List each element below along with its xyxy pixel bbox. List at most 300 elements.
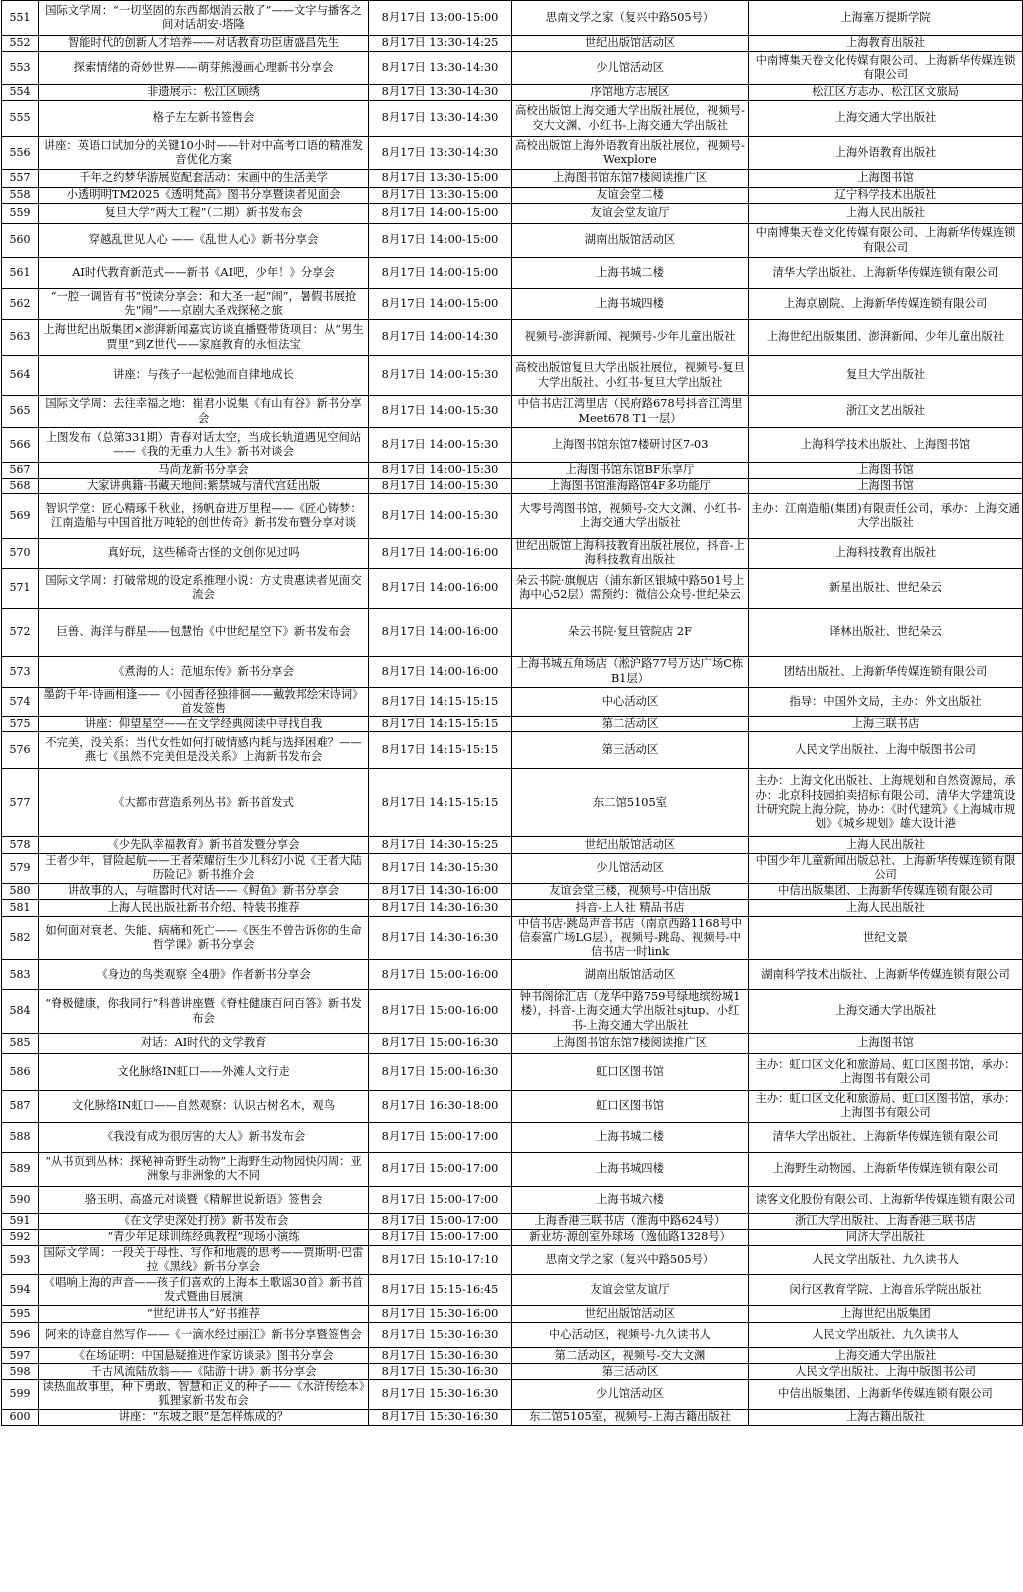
event-organizer: 浙江大学出版社、上海香港三联书店 xyxy=(749,1213,1023,1229)
event-title: 探索情绪的奇妙世界——萌芽熊漫画心理新书分享会 xyxy=(39,52,369,85)
event-venue: 抖音-上人社 精品书店 xyxy=(512,899,749,916)
row-number: 594 xyxy=(2,1275,39,1306)
event-title: 如何面对衰老、失能、病痛和死亡——《医生不曾告诉你的生命哲学课》新书分享会 xyxy=(39,916,369,960)
event-time: 8月17日 16:30-18:00 xyxy=(369,1090,512,1122)
event-organizer: 上海外语教育出版社 xyxy=(749,137,1023,170)
event-organizer: 上海交通大学出版社 xyxy=(749,1348,1023,1364)
table-row xyxy=(2,1090,1023,1122)
table-row xyxy=(2,479,1023,494)
event-organizer: 主办：上海文化出版社、上海规划和自然资源局，承办：北京科技园拍卖招标有限公司、清华大学建筑设计研究院上海分院，协办：《时代建筑》《上海城市规划》《城乡规划》雄大设计港 xyxy=(749,769,1023,837)
event-title: “脊极健康，你我同行”科普讲座暨《脊柱健康百问百答》新书发布会 xyxy=(39,990,369,1034)
table-row xyxy=(2,137,1023,170)
event-time: 8月17日 14:15-15:15 xyxy=(369,769,512,837)
event-venue: 第二活动区，视频号-交大文渊 xyxy=(512,1348,749,1364)
event-title: 复旦大学“两大工程”（二期）新书发布会 xyxy=(39,204,369,224)
row-number: 586 xyxy=(2,1053,39,1090)
event-title: 上图发布（总第331期）青春对话太空，当成长轨道遇见空间站——《我的无重力人生》新书对谈会 xyxy=(39,428,369,463)
event-time: 8月17日 15:30-16:30 xyxy=(369,1409,512,1425)
event-title: “一腔一调皆有书”悦读分享会：和大圣一起“闹”，暑假书展抢先“闹”——京剧大圣戏探秘之旅 xyxy=(39,289,369,320)
event-venue: 思南文学之家（复兴中路505号） xyxy=(512,1,749,36)
event-title: 格子左左新书签售会 xyxy=(39,101,369,137)
event-organizer: 上海野生动物园、上海新华传媒连锁有限公司 xyxy=(749,1152,1023,1186)
event-time: 8月17日 15:30-16:30 xyxy=(369,1380,512,1409)
row-number: 574 xyxy=(2,687,39,716)
table-row xyxy=(2,990,1023,1034)
event-time: 8月17日 15:00-17:00 xyxy=(369,1152,512,1186)
table-row xyxy=(2,1229,1023,1245)
event-time: 8月17日 15:15-16:45 xyxy=(369,1275,512,1306)
event-organizer: 人民文学出版社、九久读书人 xyxy=(749,1323,1023,1348)
event-venue: 世纪出版馆活动区 xyxy=(512,36,749,52)
event-venue: 上海书城六楼 xyxy=(512,1186,749,1213)
event-venue: 友谊会堂二楼 xyxy=(512,188,749,204)
event-venue: 上海图书馆东馆7楼研讨区7-03 xyxy=(512,428,749,463)
table-row xyxy=(2,258,1023,289)
event-time: 8月17日 15:30-16:30 xyxy=(369,1348,512,1364)
table-row xyxy=(2,837,1023,854)
event-time: 8月17日 14:15-15:15 xyxy=(369,732,512,769)
row-number: 576 xyxy=(2,732,39,769)
event-schedule-table xyxy=(1,0,1023,1426)
event-organizer: 松江区方志办、松江区文旅局 xyxy=(749,85,1023,101)
row-number: 596 xyxy=(2,1323,39,1348)
event-title: 国际文学周：一段关于母性、写作和地震的思考——贾斯明·巴雷拉《黑线》新书分享会 xyxy=(39,1245,369,1274)
event-title: 讲座：英语口试加分的关键10小时——针对中高考口语的精准发音优化方案 xyxy=(39,137,369,170)
row-number: 598 xyxy=(2,1364,39,1380)
event-venue: 上海书城四楼 xyxy=(512,1152,749,1186)
event-organizer: 译林出版社、世纪朵云 xyxy=(749,608,1023,656)
event-title: 小透明明TM2025《透明梵高》图书分享暨读者见面会 xyxy=(39,188,369,204)
event-title: 阿来的诗意自然写作——《一滴水经过丽江》新书分享暨签售会 xyxy=(39,1323,369,1348)
event-organizer: 复旦大学出版社 xyxy=(749,356,1023,396)
event-venue: 上海图书馆淮海路馆4F多功能厅 xyxy=(512,479,749,494)
table-row xyxy=(2,916,1023,960)
table-row xyxy=(2,1323,1023,1348)
event-title: 非遗展示：松江区顾绣 xyxy=(39,85,369,101)
event-venue: 高校出版馆上海外语教育出版社展位，视频号-Wexplore xyxy=(512,137,749,170)
event-venue: 第二活动区 xyxy=(512,717,749,732)
table-row xyxy=(2,687,1023,716)
event-venue: 少儿馆活动区 xyxy=(512,854,749,883)
event-title: 《身边的鸟类观察 全4册》作者新书分享会 xyxy=(39,960,369,990)
row-number: 561 xyxy=(2,258,39,289)
event-time: 8月17日 15:00-16:30 xyxy=(369,1053,512,1090)
event-time: 8月17日 15:10-17:10 xyxy=(369,1245,512,1274)
schedule-body xyxy=(2,1,1023,1426)
event-title: AI时代教育新范式——新书《AI吧，少年！》分享会 xyxy=(39,258,369,289)
row-number: 577 xyxy=(2,769,39,837)
table-row xyxy=(2,1033,1023,1053)
event-time: 8月17日 13:30-14:30 xyxy=(369,52,512,85)
row-number: 584 xyxy=(2,990,39,1034)
table-row xyxy=(2,539,1023,568)
event-organizer: 主办：虹口区文化和旅游局、虹口区图书馆，承办：上海图书有限公司 xyxy=(749,1090,1023,1122)
event-organizer: 上海图书馆 xyxy=(749,479,1023,494)
event-venue: 高校出版馆上海交通大学出版社展位，视频号-交大文渊、小红书-上海交通大学出版社 xyxy=(512,101,749,137)
event-organizer: 中信出版集团、上海新华传媒连锁有限公司 xyxy=(749,883,1023,899)
row-number: 589 xyxy=(2,1152,39,1186)
event-title: 马尚龙新书分享会 xyxy=(39,463,369,479)
event-time: 8月17日 15:00-16:30 xyxy=(369,1033,512,1053)
event-time: 8月17日 14:00-15:30 xyxy=(369,479,512,494)
row-number: 565 xyxy=(2,396,39,428)
event-title: 读热血故事里，种下勇敢、智慧和正义的种子——《水浒传绘本》狐狸家新书发布会 xyxy=(39,1380,369,1409)
event-time: 8月17日 14:30-16:30 xyxy=(369,899,512,916)
event-time: 8月17日 15:30-16:00 xyxy=(369,1306,512,1323)
row-number: 557 xyxy=(2,170,39,188)
table-row xyxy=(2,883,1023,899)
event-time: 8月17日 15:30-16:30 xyxy=(369,1323,512,1348)
event-title: 大家讲典籍·书藏天地间:紫禁城与清代宫廷出版 xyxy=(39,479,369,494)
row-number: 558 xyxy=(2,188,39,204)
event-time: 8月17日 14:00-16:00 xyxy=(369,539,512,568)
event-venue: 朵云书院·复旦管院店 2F xyxy=(512,608,749,656)
event-time: 8月17日 14:00-16:00 xyxy=(369,656,512,687)
event-venue: 第三活动区 xyxy=(512,1364,749,1380)
event-title: 上海世纪出版集团×澎湃新闻嘉宾访谈直播暨带货项目：从“男生贾里”到Z世代——家庭教育的永恒法宝 xyxy=(39,320,369,356)
event-organizer: 新星出版社、世纪朵云 xyxy=(749,568,1023,608)
event-venue: 湖南出版馆活动区 xyxy=(512,960,749,990)
event-time: 8月17日 14:30-16:30 xyxy=(369,916,512,960)
row-number: 578 xyxy=(2,837,39,854)
event-venue: 上海书城五角场店（淞沪路77号万达广场C栋B1层） xyxy=(512,656,749,687)
event-venue: 世纪出版馆活动区 xyxy=(512,837,749,854)
event-organizer: 上海图书馆 xyxy=(749,463,1023,479)
table-row xyxy=(2,1409,1023,1425)
table-row xyxy=(2,101,1023,137)
event-organizer: 上海科学技术出版社、上海图书馆 xyxy=(749,428,1023,463)
event-title: 千年之约梦华游展览配套活动：宋画中的生活美学 xyxy=(39,170,369,188)
event-title: 对话：AI时代的文学教育 xyxy=(39,1033,369,1053)
event-title: 千古风流陆放翁——《陆游十讲》新书分享会 xyxy=(39,1364,369,1380)
event-time: 8月17日 14:00-15:30 xyxy=(369,396,512,428)
row-number: 582 xyxy=(2,916,39,960)
table-row xyxy=(2,170,1023,188)
row-number: 581 xyxy=(2,899,39,916)
event-title: 《煮海的人：范旭东传》新书分享会 xyxy=(39,656,369,687)
event-title: 国际文学周：去往幸福之地：崔君小说集《有山有谷》新书分享会 xyxy=(39,396,369,428)
row-number: 587 xyxy=(2,1090,39,1122)
event-organizer: 中国少年儿童新闻出版总社、上海新华传媒连锁有限公司 xyxy=(749,854,1023,883)
event-time: 8月17日 15:00-17:00 xyxy=(369,1122,512,1152)
table-row xyxy=(2,769,1023,837)
event-time: 8月17日 14:30-15:30 xyxy=(369,854,512,883)
event-title: “从书页到丛林：探秘神奇野生动物”上海野生动物园快闪周：亚洲象与非洲象的大不同 xyxy=(39,1152,369,1186)
table-row xyxy=(2,1053,1023,1090)
event-time: 8月17日 14:15-15:15 xyxy=(369,687,512,716)
table-row xyxy=(2,899,1023,916)
row-number: 599 xyxy=(2,1380,39,1409)
event-organizer: 中南博集天卷文化传媒有限公司、上海新华传媒连锁有限公司 xyxy=(749,52,1023,85)
event-venue: 友谊会堂友谊厅 xyxy=(512,204,749,224)
event-organizer: 清华大学出版社、上海新华传媒连锁有限公司 xyxy=(749,258,1023,289)
event-venue: 上海图书馆东馆BF乐享厅 xyxy=(512,463,749,479)
event-venue: 友谊会堂三楼，视频号-中信出版 xyxy=(512,883,749,899)
event-organizer: 人民文学出版社、上海中版图书公司 xyxy=(749,1364,1023,1380)
event-venue: 新业坊·源创室外球场（逸仙路1328号） xyxy=(512,1229,749,1245)
event-time: 8月17日 14:00-14:30 xyxy=(369,320,512,356)
event-venue: 少儿馆活动区 xyxy=(512,52,749,85)
event-time: 8月17日 14:00-16:00 xyxy=(369,608,512,656)
event-venue: 中心活动区，视频号-九久读书人 xyxy=(512,1323,749,1348)
event-venue: 高校出版馆复旦大学出版社展位，视频号-复旦大学出版社、小红书-复旦大学出版社 xyxy=(512,356,749,396)
event-time: 8月17日 14:00-15:00 xyxy=(369,204,512,224)
event-title: 不完美，没关系：当代女性如何打破情感内耗与选择困难？——燕七《虽然不完美但是没关系》上海新书发布会 xyxy=(39,732,369,769)
event-organizer: 上海世纪出版集团 xyxy=(749,1306,1023,1323)
row-number: 556 xyxy=(2,137,39,170)
event-venue: 少儿馆活动区 xyxy=(512,1380,749,1409)
row-number: 569 xyxy=(2,494,39,539)
table-row xyxy=(2,463,1023,479)
event-venue: 视频号-澎湃新闻、视频号-少年儿童出版社 xyxy=(512,320,749,356)
row-number: 573 xyxy=(2,656,39,687)
event-time: 8月17日 13:30-15:00 xyxy=(369,188,512,204)
event-organizer: 上海图书馆 xyxy=(749,170,1023,188)
event-title: 《大都市营造系列丛书》新书首发式 xyxy=(39,769,369,837)
row-number: 564 xyxy=(2,356,39,396)
event-title: 王者少年，冒险起航——王者荣耀衍生少儿科幻小说《王者大陆历险记》新书推介会 xyxy=(39,854,369,883)
event-organizer: 世纪文景 xyxy=(749,916,1023,960)
row-number: 591 xyxy=(2,1213,39,1229)
event-organizer: 中南博集天卷文化传媒有限公司、上海新华传媒连锁有限公司 xyxy=(749,224,1023,258)
event-venue: 钟书阁徐汇店（龙华中路759号绿地缤纷城1楼），抖音-上海交通大学出版社sjtup、小红书-上海交通大学出版社 xyxy=(512,990,749,1034)
event-title: 讲座：与孩子一起松弛而自律地成长 xyxy=(39,356,369,396)
table-row xyxy=(2,396,1023,428)
table-row xyxy=(2,1152,1023,1186)
event-title: 国际文学周：“一切坚固的东西都烟消云散了”——文字与播客之间对话胡安·塔隆 xyxy=(39,1,369,36)
event-title: “青少年足球训练经典教程”现场小演练 xyxy=(39,1229,369,1245)
table-row xyxy=(2,1186,1023,1213)
event-organizer: 上海塞万提斯学院 xyxy=(749,1,1023,36)
table-row xyxy=(2,960,1023,990)
event-organizer: 同济大学出版社 xyxy=(749,1229,1023,1245)
event-title: 讲座：“东坡之眼”是怎样炼成的？ xyxy=(39,1409,369,1425)
table-row xyxy=(2,1122,1023,1152)
table-row xyxy=(2,289,1023,320)
event-time: 8月17日 14:00-15:30 xyxy=(369,494,512,539)
row-number: 588 xyxy=(2,1122,39,1152)
event-organizer: 上海古籍出版社 xyxy=(749,1409,1023,1425)
event-organizer: 主办：江南造船(集团)有限责任公司，承办：上海交通大学出版社 xyxy=(749,494,1023,539)
event-time: 8月17日 14:15-15:15 xyxy=(369,717,512,732)
event-title: 《在场证明：中国悬疑推进作家访谈录》图书分享会 xyxy=(39,1348,369,1364)
row-number: 555 xyxy=(2,101,39,137)
event-organizer: 上海图书馆 xyxy=(749,1033,1023,1053)
event-time: 8月17日 15:00-17:00 xyxy=(369,1229,512,1245)
event-title: 穿越乱世见人心 ——《乱世人心》新书分享会 xyxy=(39,224,369,258)
event-time: 8月17日 13:00-15:00 xyxy=(369,1,512,36)
row-number: 597 xyxy=(2,1348,39,1364)
event-title: 讲故事的人，与喧嚣时代对话——《鲟鱼》新书分享会 xyxy=(39,883,369,899)
event-time: 8月17日 15:30-16:30 xyxy=(369,1364,512,1380)
table-row xyxy=(2,1348,1023,1364)
event-organizer: 人民文学出版社、九久读书人 xyxy=(749,1245,1023,1274)
table-row xyxy=(2,204,1023,224)
row-number: 567 xyxy=(2,463,39,479)
table-row xyxy=(2,320,1023,356)
table-row xyxy=(2,224,1023,258)
event-organizer: 读客文化股份有限公司、上海新华传媒连锁有限公司 xyxy=(749,1186,1023,1213)
event-venue: 虹口区图书馆 xyxy=(512,1090,749,1122)
table-row xyxy=(2,608,1023,656)
event-organizer: 人民文学出版社、上海中版图书公司 xyxy=(749,732,1023,769)
event-venue: 虹口区图书馆 xyxy=(512,1053,749,1090)
event-venue: 第三活动区 xyxy=(512,732,749,769)
event-title: 《少先队幸福教育》新书首发暨分享会 xyxy=(39,837,369,854)
event-title: “世纪讲书人”好书推荐 xyxy=(39,1306,369,1323)
event-time: 8月17日 14:30-15:25 xyxy=(369,837,512,854)
event-venue: 上海图书馆东馆7楼阅读推广区 xyxy=(512,170,749,188)
event-organizer: 上海科技教育出版社 xyxy=(749,539,1023,568)
event-venue: 湖南出版馆活动区 xyxy=(512,224,749,258)
event-title: 巨兽、海洋与群星——包慧怡《中世纪星空下》新书发布会 xyxy=(39,608,369,656)
table-row xyxy=(2,1275,1023,1306)
event-organizer: 上海世纪出版集团、澎湃新闻、少年儿童出版社 xyxy=(749,320,1023,356)
event-organizer: 上海三联书店 xyxy=(749,717,1023,732)
event-organizer: 浙江文艺出版社 xyxy=(749,396,1023,428)
row-number: 560 xyxy=(2,224,39,258)
row-number: 575 xyxy=(2,717,39,732)
event-title: 文化脉络IN虹口——外滩人文行走 xyxy=(39,1053,369,1090)
event-title: 智能时代的创新人才培养——对话教育功臣唐盛昌先生 xyxy=(39,36,369,52)
event-organizer: 上海交通大学出版社 xyxy=(749,990,1023,1034)
row-number: 595 xyxy=(2,1306,39,1323)
event-title: 智识学堂：匠心精琢千秋业，扬帆奋进万里程——《匠心铸梦：江南造船与中国首批万吨轮的创世传奇》新书发布暨分享对谈 xyxy=(39,494,369,539)
row-number: 571 xyxy=(2,568,39,608)
event-organizer: 辽宁科学技术出版社 xyxy=(749,188,1023,204)
table-row xyxy=(2,717,1023,732)
event-title: 讲座：仰望星空——在文学经典阅读中寻找自我 xyxy=(39,717,369,732)
row-number: 553 xyxy=(2,52,39,85)
row-number: 554 xyxy=(2,85,39,101)
row-number: 570 xyxy=(2,539,39,568)
event-venue: 中信书店江湾里店（民府路678号抖音江湾里Meet678 T1一层） xyxy=(512,396,749,428)
event-venue: 中信书店·跳岛声音书店（南京西路1168号中信泰富广场LG层），视频号-跳岛、视频号-中信书店一时link xyxy=(512,916,749,960)
row-number: 600 xyxy=(2,1409,39,1425)
event-time: 8月17日 14:00-16:00 xyxy=(369,568,512,608)
row-number: 562 xyxy=(2,289,39,320)
table-row xyxy=(2,36,1023,52)
event-time: 8月17日 14:00-15:30 xyxy=(369,428,512,463)
row-number: 579 xyxy=(2,854,39,883)
event-time: 8月17日 14:00-15:30 xyxy=(369,356,512,396)
event-organizer: 上海教育出版社 xyxy=(749,36,1023,52)
row-number: 592 xyxy=(2,1229,39,1245)
event-organizer: 清华大学出版社、上海新华传媒连锁有限公司 xyxy=(749,1122,1023,1152)
event-venue: 世纪出版馆上海科技教育出版社展位，抖音-上海科技教育出版社 xyxy=(512,539,749,568)
event-title: 文化脉络IN虹口——自然观察：认识古树名木，观鸟 xyxy=(39,1090,369,1122)
row-number: 568 xyxy=(2,479,39,494)
event-organizer: 上海交通大学出版社 xyxy=(749,101,1023,137)
event-time: 8月17日 14:00-15:00 xyxy=(369,258,512,289)
event-organizer: 指导：中国外文局，主办：外文出版社 xyxy=(749,687,1023,716)
table-row xyxy=(2,52,1023,85)
event-venue: 序馆地方志展区 xyxy=(512,85,749,101)
event-venue: 思南文学之家（复兴中路505号） xyxy=(512,1245,749,1274)
row-number: 583 xyxy=(2,960,39,990)
event-time: 8月17日 14:00-15:30 xyxy=(369,463,512,479)
table-row xyxy=(2,568,1023,608)
event-time: 8月17日 13:30-15:00 xyxy=(369,170,512,188)
event-venue: 中心活动区 xyxy=(512,687,749,716)
row-number: 552 xyxy=(2,36,39,52)
event-organizer: 湖南科学技术出版社、上海新华传媒连锁有限公司 xyxy=(749,960,1023,990)
event-title: 墨韵千年·诗画相逢——《小园香径独徘徊——戴敦邦绘宋诗词》首发签售 xyxy=(39,687,369,716)
row-number: 566 xyxy=(2,428,39,463)
table-row xyxy=(2,656,1023,687)
table-row xyxy=(2,854,1023,883)
table-row xyxy=(2,1306,1023,1323)
event-time: 8月17日 15:00-17:00 xyxy=(369,1186,512,1213)
table-row xyxy=(2,85,1023,101)
event-time: 8月17日 14:30-16:00 xyxy=(369,883,512,899)
event-time: 8月17日 13:30-14:30 xyxy=(369,85,512,101)
table-row xyxy=(2,1213,1023,1229)
event-organizer: 团结出版社、上海新华传媒连锁有限公司 xyxy=(749,656,1023,687)
event-venue: 大零号湾图书馆，视频号-交大文渊、小红书-上海交通大学出版社 xyxy=(512,494,749,539)
event-title: 《唱响上海的声音——孩子们喜欢的上海本土歌谣30首》新书首发式暨曲目展演 xyxy=(39,1275,369,1306)
table-row xyxy=(2,188,1023,204)
event-organizer: 上海人民出版社 xyxy=(749,899,1023,916)
event-title: 《在文学史深处打捞》新书发布会 xyxy=(39,1213,369,1229)
table-row xyxy=(2,1380,1023,1409)
event-organizer: 上海京剧院、上海新华传媒连锁有限公司 xyxy=(749,289,1023,320)
table-row xyxy=(2,1364,1023,1380)
event-venue: 上海香港三联书店（淮海中路624号） xyxy=(512,1213,749,1229)
event-title: 上海人民出版社新书介绍、特装书推荐 xyxy=(39,899,369,916)
event-time: 8月17日 14:00-15:00 xyxy=(369,224,512,258)
table-row xyxy=(2,1,1023,36)
event-venue: 上海图书馆东馆7楼阅读推广区 xyxy=(512,1033,749,1053)
event-venue: 友谊会堂友谊厅 xyxy=(512,1275,749,1306)
event-organizer: 上海人民出版社 xyxy=(749,837,1023,854)
row-number: 563 xyxy=(2,320,39,356)
event-title: 真好玩，这些稀奇古怪的文创你见过吗 xyxy=(39,539,369,568)
event-organizer: 主办：虹口区文化和旅游局、虹口区图书馆，承办：上海图书有限公司 xyxy=(749,1053,1023,1090)
row-number: 551 xyxy=(2,1,39,36)
row-number: 580 xyxy=(2,883,39,899)
event-venue: 上海书城二楼 xyxy=(512,1122,749,1152)
event-organizer: 上海人民出版社 xyxy=(749,204,1023,224)
row-number: 590 xyxy=(2,1186,39,1213)
event-time: 8月17日 13:30-14:30 xyxy=(369,137,512,170)
event-organizer: 中信出版集团、上海新华传媒连锁有限公司 xyxy=(749,1380,1023,1409)
row-number: 559 xyxy=(2,204,39,224)
event-time: 8月17日 13:30-14:30 xyxy=(369,101,512,137)
event-time: 8月17日 15:00-17:00 xyxy=(369,1213,512,1229)
table-row xyxy=(2,494,1023,539)
event-venue: 上海书城二楼 xyxy=(512,258,749,289)
event-time: 8月17日 14:00-15:00 xyxy=(369,289,512,320)
table-row xyxy=(2,1245,1023,1274)
event-venue: 上海书城四楼 xyxy=(512,289,749,320)
event-organizer: 闵行区教育学院、上海音乐学院出版社 xyxy=(749,1275,1023,1306)
table-row xyxy=(2,356,1023,396)
event-time: 8月17日 15:00-16:00 xyxy=(369,990,512,1034)
event-time: 8月17日 13:30-14:25 xyxy=(369,36,512,52)
table-row xyxy=(2,428,1023,463)
event-venue: 东二馆5105室，视频号-上海古籍出版社 xyxy=(512,1409,749,1425)
event-venue: 朵云书院·旗舰店（浦东新区银城中路501号上海中心52层）需预约：微信公众号-世纪朵云 xyxy=(512,568,749,608)
row-number: 572 xyxy=(2,608,39,656)
row-number: 585 xyxy=(2,1033,39,1053)
event-title: 《我没有成为很厉害的大人》新书发布会 xyxy=(39,1122,369,1152)
row-number: 593 xyxy=(2,1245,39,1274)
event-title: 骆玉明、高盛元对谈暨《精解世说新语》签售会 xyxy=(39,1186,369,1213)
event-title: 国际文学周：打破常规的设定系推理小说：方丈贵惠读者见面交流会 xyxy=(39,568,369,608)
event-venue: 东二馆5105室 xyxy=(512,769,749,837)
table-row xyxy=(2,732,1023,769)
